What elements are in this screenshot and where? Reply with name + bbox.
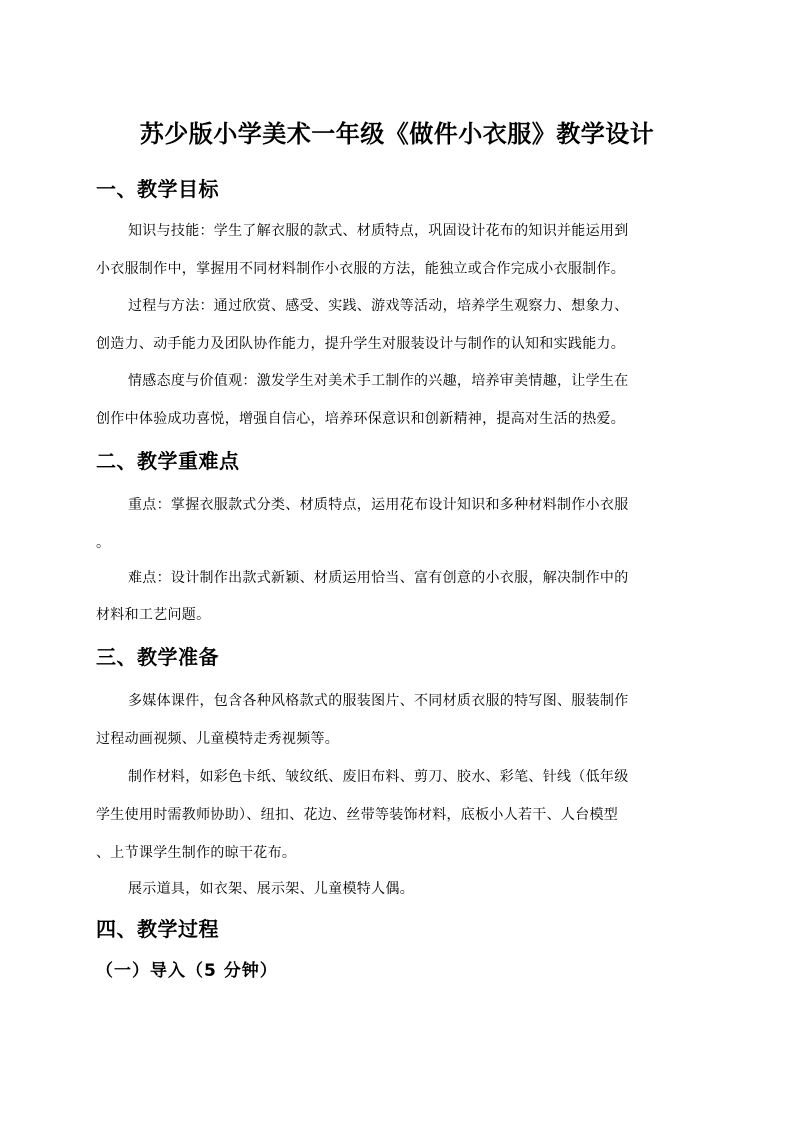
paragraph-line: 多媒体课件，包含各种风格款式的服装图片、不同材质衣服的特写图、服装制作	[128, 693, 629, 709]
paragraph-line: 知识与技能：学生了解衣服的款式、材质特点，巩固设计花布的知识并能运用到	[128, 223, 629, 239]
paragraph-line: 制作材料，如彩色卡纸、皱纹纸、废旧布料、剪刀、胶水、彩笔、针线（低年级	[128, 769, 629, 785]
paragraph-line: 重点：掌握衣服款式分类、材质特点，运用花布设计知识和多种材料制作小衣服	[128, 497, 629, 513]
paragraph-line: 学生使用时需教师协助）、纽扣、花边、丝带等装饰材料，底板小人若干、人台模型	[96, 807, 619, 823]
document-title: 苏少版小学美术一年级《做件小衣服》教学设计	[139, 120, 655, 148]
paragraph-line: 展示道具，如衣架、展示架、儿童模特人偶。	[128, 881, 414, 897]
paragraph-line: 创作中体验成功喜悦，增强自信心，培养环保意识和创新精神，提高对生活的热爱。	[96, 411, 626, 427]
section-heading-objectives: 一、教学目标	[96, 177, 219, 201]
paragraph-line: 过程与方法：通过欣赏、感受、实践、游戏等活动，培养学生观察力、想象力、	[128, 298, 629, 314]
paragraph-line: 创造力、动手能力及团队协作能力，提升学生对服装设计与制作的认知和实践能力。	[96, 336, 626, 352]
paragraph-line: 过程动画视频、儿童模特走秀视频等。	[96, 731, 340, 747]
section-heading-process: 四、教学过程	[96, 917, 219, 941]
paragraph-line: 难点：设计制作出款式新颖、材质运用恰当、富有创意的小衣服，解决制作中的	[128, 570, 629, 586]
paragraph-line: 、上节课学生制作的晾干花布。	[96, 845, 297, 861]
subsection-heading-intro: （一）导入（5 分钟）	[96, 961, 278, 981]
section-heading-key-points: 二、教学重难点	[96, 449, 240, 473]
paragraph-line: 情感态度与价值观：激发学生对美术手工制作的兴趣，培养审美情趣，让学生在	[128, 373, 629, 389]
section-heading-preparation: 三、教学准备	[96, 645, 219, 669]
paragraph-line: 材料和工艺问题。	[96, 607, 211, 623]
paragraph-line: 。	[96, 535, 111, 551]
paragraph-line: 小衣服制作中，掌握用不同材料制作小衣服的方法，能独立或合作完成小衣服制作。	[96, 261, 626, 277]
